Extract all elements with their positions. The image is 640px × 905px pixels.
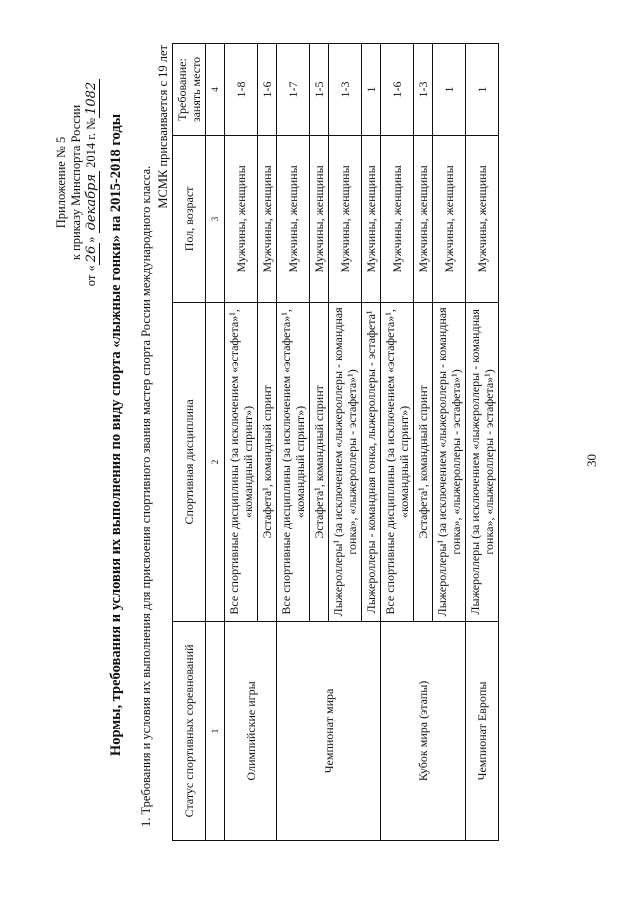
column-number: 1 — [206, 621, 225, 840]
place-cell: 1 — [362, 44, 381, 136]
discipline-cell: Лыжероллеры - командная гонка, лыжероллеры - эстафета¹ — [362, 302, 381, 621]
discipline-cell: Эстафета¹, командный спринт — [310, 302, 329, 621]
column-number: 4 — [206, 44, 225, 136]
appendix-header — [54, 50, 99, 315]
place-cell: 1-7 — [277, 44, 310, 136]
column-number-row — [206, 44, 225, 841]
discipline-cell: Эстафета¹, командный спринт — [258, 302, 277, 621]
place-cell: 1-5 — [310, 44, 329, 136]
place-cell: 1-8 — [225, 44, 258, 136]
table-row — [277, 44, 310, 841]
sex-age-cell: Мужчины, женщины — [277, 135, 310, 302]
norms-table — [172, 43, 499, 841]
sex-age-cell: Мужчины, женщины — [466, 135, 499, 302]
discipline-cell: Все спортивные дисциплины (за исключением «эстафета»¹, «командный спринт») — [381, 302, 414, 621]
header-status: Статус спортивных соревнований — [173, 621, 206, 840]
sex-age-cell: Мужчины, женщины — [258, 135, 277, 302]
table-header-row — [173, 44, 206, 841]
date-mid: » — [84, 236, 98, 243]
appendix-order-ref: к приказу Минспорта России — [69, 104, 83, 261]
sex-age-cell: Мужчины, женщины — [433, 135, 466, 302]
sex-age-cell: Мужчины, женщины — [225, 135, 258, 302]
status-cell: Кубок мира (этапы) — [381, 621, 466, 840]
document-title: Нормы, требования и условия их выполнения по виду спорта «лыжные гонки» на 2015-2018 годы — [108, 113, 124, 757]
discipline-cell: Лыжероллеры¹ (за исключением «лыжероллеры - командная гонка», «лыжероллеры - эстафета»¹) — [329, 302, 362, 621]
sex-age-cell: Мужчины, женщины — [414, 135, 433, 302]
status-cell: Чемпионат Европы — [466, 621, 499, 840]
appendix-title: Приложение № 5 — [54, 136, 68, 229]
header-discipline: Спортивная дисциплина — [173, 302, 206, 621]
section-intro: 1. Требования и условия их выполнения для присвоения спортивного звания мастер спорта России международного класса. — [139, 165, 153, 827]
place-cell: 1 — [433, 44, 466, 136]
discipline-cell: Все спортивные дисциплины (за исключением «эстафета»¹, «командный спринт») — [225, 302, 258, 621]
date-prefix: от « — [84, 265, 98, 287]
sex-age-cell: Мужчины, женщины — [329, 135, 362, 302]
status-cell: Чемпионат мира — [277, 621, 381, 840]
discipline-cell: Лыжероллеры¹ (за исключением «лыжероллеры - командная гонка», «лыжероллеры - эстафета»¹) — [433, 302, 466, 621]
header-sex-age: Пол, возраст — [173, 135, 206, 302]
discipline-cell: Эстафета¹, командный спринт — [414, 302, 433, 621]
place-cell: 1-6 — [381, 44, 414, 136]
sex-age-cell: Мужчины, женщины — [310, 135, 329, 302]
msmk-age-note: МСМК присваивается с 19 лет — [156, 45, 170, 209]
handwritten-month: декабря — [84, 171, 100, 233]
header-place: Требование: занять место — [173, 44, 206, 136]
discipline-cell: Все спортивные дисциплины (за исключением «эстафета»¹, «командный спринт») — [277, 302, 310, 621]
place-cell: 1-6 — [258, 44, 277, 136]
page-number: 30 — [584, 454, 599, 467]
status-cell: Олимпийские игры — [225, 621, 277, 840]
date-year: 2014 г. № — [84, 117, 98, 168]
handwritten-number: 1082 — [84, 79, 100, 118]
place-cell: 1-3 — [414, 44, 433, 136]
place-cell: 1 — [466, 44, 499, 136]
column-number: 3 — [206, 135, 225, 302]
column-number: 2 — [206, 302, 225, 621]
appendix-date-line — [84, 50, 99, 315]
table-row — [466, 44, 499, 841]
table-row — [381, 44, 414, 841]
table-row — [225, 44, 258, 841]
sex-age-cell: Мужчины, женщины — [381, 135, 414, 302]
place-cell: 1-3 — [329, 44, 362, 136]
discipline-cell: Лыжероллеры (за исключением «лыжероллеры - командная гонка», «лыжероллеры - эстафета»¹) — [466, 302, 499, 621]
sex-age-cell: Мужчины, женщины — [362, 135, 381, 302]
handwritten-day: 26 — [84, 243, 100, 266]
